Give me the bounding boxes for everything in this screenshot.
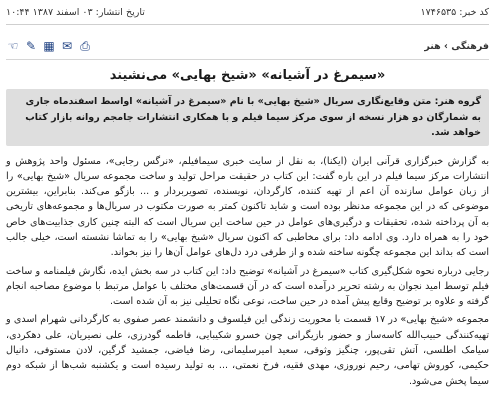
article-paragraph: به گزارش خبرگزاری قرآنی ایران (ایکنا)، به نقل از سایت خبری سیمافیلم، «نرگس رجایی»، مسئول واحد پژوهش و انتشارات مرکز سیما فیلم در این باره گفت: این کتاب در حقیقت مراحل تولید و ساخت مجموعه سریال «شیخ بهایی» را از زبان عوامل سازنده آن اعم از تهیه کننده، کارگردان، نویسنده، تصویربردار و ... بازگو می‌کند. بنابراین، بیشترین موضوعی که در این مجموعه مدنظر بوده است و شاید تاکنون کمتر به صورت مکتوب در سریال‌ها و مجموعه‌های تاریخی به آن پرداخته شده، تحقیقات و درگیری‌های عوامل در حین ساخت این سریال است که البته چنین کاری جذابیت‌های خاص خود را به همراه دارد. وی ادامه داد: برای مخاطبی که اکنون سریال «شیخ بهایی» را به تماشا نشسته است، خیلی جالب است که بداند این مجموعه چگونه ساخته شده و از طرفی درد دل‌های عوامل آن‌ها را نیز بخواند. xyxy=(6,155,489,259)
news-code: کد خبر: ۱۷۴۶۵۳۵ xyxy=(420,6,489,18)
publish-date: تاریخ انتشار: ۰۳ اسفند ۱۳۸۷ ۱۰:۴۴ xyxy=(6,6,145,18)
article-toolbar xyxy=(6,33,489,60)
save-icon[interactable]: ▦ xyxy=(43,39,55,53)
feedback-icon[interactable]: ✎ xyxy=(25,39,37,53)
article-title: «سیمرغ در آشیانه» «شیخ بهایی» می‌نشیند xyxy=(109,68,386,83)
breadcrumb[interactable]: فرهنگی › هنر xyxy=(424,40,489,52)
article-lead: گروه هنر: متن وقایع‌نگاری سریال «شیخ بهایی» با نام «سیمرغ در آشیانه» اواسط اسفندماه جاری به شمارگان دو هزار نسخه از سوی مرکز سیما فیلم و با همکاری انتشارات جامجم روانه بازار کتاب خواهد شد. xyxy=(6,89,489,146)
action-icons xyxy=(6,39,92,53)
article-paragraph: رجایی درباره نحوه شکل‌گیری کتاب «سیمرغ در آشیانه» توضیح داد: این کتاب در سه بخش ایده، نگارش فیلمنامه و ساخت فیلم توسط امید نجوان به رشته تحریر درآمده است که در آن قسمت‌های مختلف با عوامل مرتبط با موضوع مصاحبه انجام گرفته و علاوه بر توضیح وقایع پیش آمده در حین ساخت، نوعی نگاه تحلیلی نیز به آن شده است. xyxy=(6,265,489,308)
article-meta-bar xyxy=(6,0,489,25)
article-body xyxy=(6,154,489,389)
share-icon[interactable]: ☜ xyxy=(7,39,19,53)
article-paragraph: مجموعه «شیخ بهایی» در ۱۷ قسمت با محوریت زندگی این فیلسوف و دانشمند عصر صفوی به کارگردانی شهرام اسدی و تهیه‌کنندگی حبیب‌الله کاسه‌ساز و حضور بازیگرانی چون خسرو شکیبایی، فاطمه گودرزی، علی نصیریان، علی دهکردی، سیامک اطلسی، آتش تقی‌پور، چنگیز وثوقی، سعید امیرسلیمانی، رضا فیاضی، جمشید گرگین، لادن مستوفی، دانیال حکیمی، کوروش تهامی، رحیم نوروزی، مهدی فقیه، فرخ نعمتی، ... به تولید رسیده است و یکشنبه شب‌ها از شبکه دوم سیما پخش می‌شود. xyxy=(6,314,490,387)
email-icon[interactable]: ✉ xyxy=(61,39,73,53)
print-icon[interactable]: ⎙ xyxy=(80,38,90,53)
